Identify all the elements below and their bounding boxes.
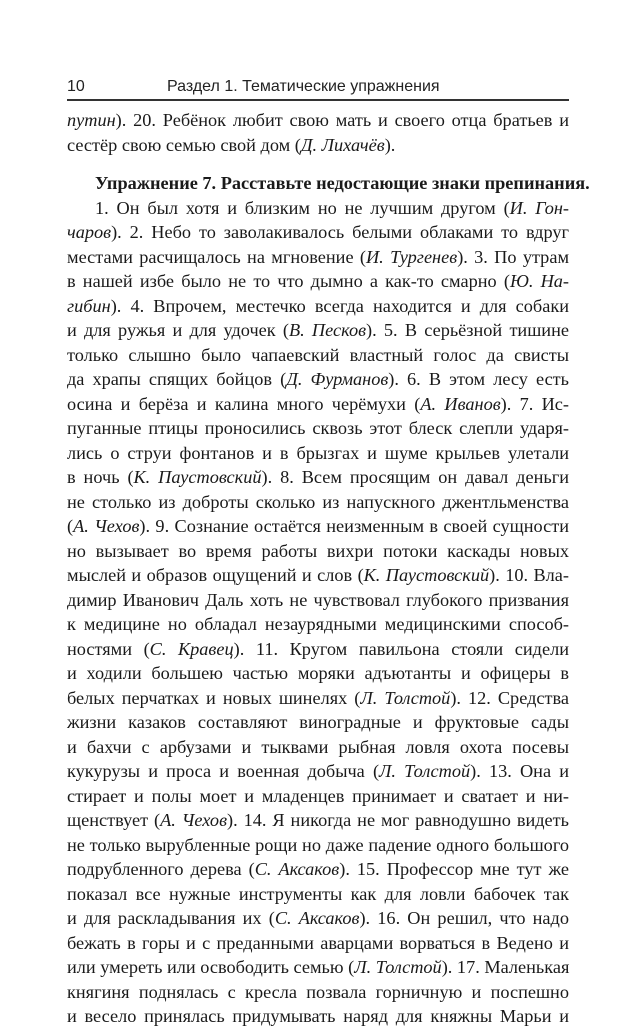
line-text: сестёр свою семью свой дом ( [67, 134, 301, 155]
line-text: и для ружья и для удочек ( [67, 320, 289, 340]
author-citation: Л. Толстой [360, 687, 451, 708]
line-text: княгиня поднялась с кресла позвала горничную и поспешно [67, 981, 569, 1002]
text-line [67, 1004, 569, 1029]
text-line [67, 220, 569, 245]
text-line [67, 133, 569, 158]
paragraph-gap [67, 157, 569, 171]
line-text: к медицине но обладал незаурядными медицинскими способ- [67, 614, 569, 634]
exercise-title: Упражнение 7. Расставьте недостающие знаки препинания. [95, 173, 590, 193]
text-line [67, 490, 569, 515]
author-citation: С. Аксаков [274, 908, 360, 928]
text-line [67, 465, 569, 490]
line-text: и бахчи с арбузами и тыквами рыбная ловля охота посевы [67, 736, 569, 757]
text-line [67, 294, 569, 319]
text-line [67, 441, 569, 466]
author-citation: чаров [67, 222, 112, 242]
text-line [67, 416, 569, 441]
text-line [67, 686, 569, 711]
line-text: ). 15. Профессор мне тут же [339, 859, 569, 879]
text-line [67, 857, 569, 882]
line-text: ). 9. Сознание остаётся неизменным в своей сущности [139, 516, 569, 536]
author-citation: путин [67, 110, 116, 130]
text-line [67, 514, 569, 539]
line-text: в ночь ( [67, 467, 134, 487]
text-line [67, 661, 569, 686]
line-text: щенствует ( [67, 810, 161, 830]
text-line [67, 245, 569, 270]
author-citation: гибин [67, 295, 111, 316]
line-text: местами расчищалось на мгновение ( [67, 246, 366, 267]
line-text: ). 10. Вла- [489, 565, 569, 585]
author-citation: К. Паустовский [133, 467, 262, 487]
text-line [67, 367, 569, 392]
line-text: ). 11. Кругом павильона стояли сидели [233, 638, 569, 659]
author-citation: С. Аксаков [254, 859, 340, 879]
line-text: мыслей и образов ощущений и слов ( [67, 565, 364, 585]
line-text: жизни казаков составляют виноградные и фруктовые сады [67, 712, 569, 732]
line-text: и ходили большею частью моряки адъютанты и офицеры в [67, 663, 569, 683]
line-text: димир Иванович Даль хоть не чувствовал глубокого призвания [67, 589, 569, 610]
page-body [67, 108, 590, 1029]
text-line [67, 637, 569, 662]
page-number: 10 [67, 78, 85, 95]
line-text: кукурузы и проса и военная добыча ( [67, 761, 380, 781]
line-text: и весело принялась придумывать наряд для княжны Марьи и [67, 1006, 569, 1026]
line-text: в нашей избе было не то что дымно а как-то смарно ( [67, 271, 510, 291]
line-text: лись о струи фонтанов и в брызгах и шуме крыльев улетали [67, 442, 569, 463]
line-text: не столько из доброты сколько из напускного джентльменства [67, 491, 569, 512]
line-text: 1. Он был хотя и близким но не лучшим другом ( [95, 197, 510, 218]
section-title: Раздел 1. Тематические упражнения [167, 78, 440, 95]
line-text: ). 20. Ребёнок любит свою мать и своего отца братьев и [115, 110, 569, 130]
line-text: показал все нужные инструменты как для ловли бабочек так [67, 883, 569, 904]
text-line [67, 833, 569, 858]
text-line [67, 588, 569, 613]
line-text: ). 14. Я никогда не мог равнодушно видеть [227, 810, 569, 830]
line-text: только слышно было чапаевский властный голос да свисты [67, 344, 569, 365]
text-line [67, 906, 569, 931]
text-line [67, 955, 569, 980]
author-citation: И. Гон- [509, 197, 570, 218]
line-text: пуганные птицы проносились сквозь этот блеск слепли ударя- [67, 418, 569, 438]
text-line [67, 931, 569, 956]
line-text: подрубленного дерева ( [67, 859, 255, 879]
line-text: осина и берёза и калина много черёмухи ( [67, 393, 421, 414]
line-text: ). 2. Небо то заволакивалось белыми облаками то вдруг [111, 222, 569, 242]
line-text: ( [67, 516, 74, 536]
text-line [67, 612, 569, 637]
text-line [67, 882, 569, 907]
text-line [67, 343, 569, 368]
line-text: ностями ( [67, 638, 150, 659]
line-text: или умереть или освободить семью ( [67, 957, 355, 977]
line-text: ). 12. Средства [450, 687, 569, 708]
text-line [67, 980, 569, 1005]
line-text: не только вырубленные рощи но даже падение одного большого [67, 834, 569, 855]
line-text: но вызывает во время работы вихри потоки каскады новых [67, 540, 569, 561]
text-line [67, 392, 569, 417]
line-text: ). 6. В этом лесу есть [388, 369, 570, 389]
line-text: ). 13. Она и [470, 761, 569, 781]
author-citation: С. Кравец [149, 638, 234, 659]
text-line [67, 808, 569, 833]
text-line [67, 269, 569, 294]
line-text: ). 4. Впрочем, местечко всегда находится и для собаки [110, 295, 569, 316]
text-line [67, 784, 569, 809]
text-line [67, 539, 569, 564]
author-citation: И. Тургенев [365, 246, 458, 267]
text-line [67, 759, 569, 784]
line-text: ). 8. Всем просящим он давал деньги [261, 467, 570, 487]
line-text: ). 16. Он решил, что надо [359, 908, 569, 928]
author-citation: К. Паустовский [363, 565, 490, 585]
text-line [67, 108, 569, 133]
line-text: ). 3. По утрам [457, 246, 570, 267]
intro-paragraph [67, 108, 569, 157]
text-line [67, 318, 569, 343]
line-text: да храпы спящих бойцов ( [67, 369, 287, 389]
author-citation: Л. Толстой [379, 761, 471, 781]
author-citation: Д. Лихачёв [300, 134, 385, 155]
header-rule [67, 99, 569, 101]
author-citation: А. Чехов [73, 516, 140, 536]
author-citation: Л. Толстой [354, 957, 442, 977]
line-text: ). 7. Ис- [500, 393, 570, 414]
author-citation: А. Чехов [160, 810, 228, 830]
text-line [67, 735, 569, 760]
text-line [67, 710, 569, 735]
line-text: бежать в горы и с преданными аварцами ворваться в Ведено и [67, 932, 569, 953]
line-text: ). 17. Маленькая [441, 957, 570, 977]
author-citation: А. Иванов [420, 393, 501, 414]
line-text: стирает и полы моет и младенцев принимает и сватает и ни- [67, 785, 569, 806]
text-line [67, 196, 569, 221]
line-text: белых перчатках и новых шинелях ( [67, 687, 361, 708]
author-citation: Д. Фурманов [286, 369, 389, 389]
exercise-text [67, 196, 569, 1029]
line-text: ). [384, 134, 396, 155]
text-line [67, 563, 569, 588]
line-text: и для раскладывания их ( [67, 908, 275, 928]
author-citation: Ю. На- [509, 271, 570, 291]
author-citation: В. Песков [288, 320, 367, 340]
line-text: ). 5. В серьёзной тишине [366, 320, 569, 340]
